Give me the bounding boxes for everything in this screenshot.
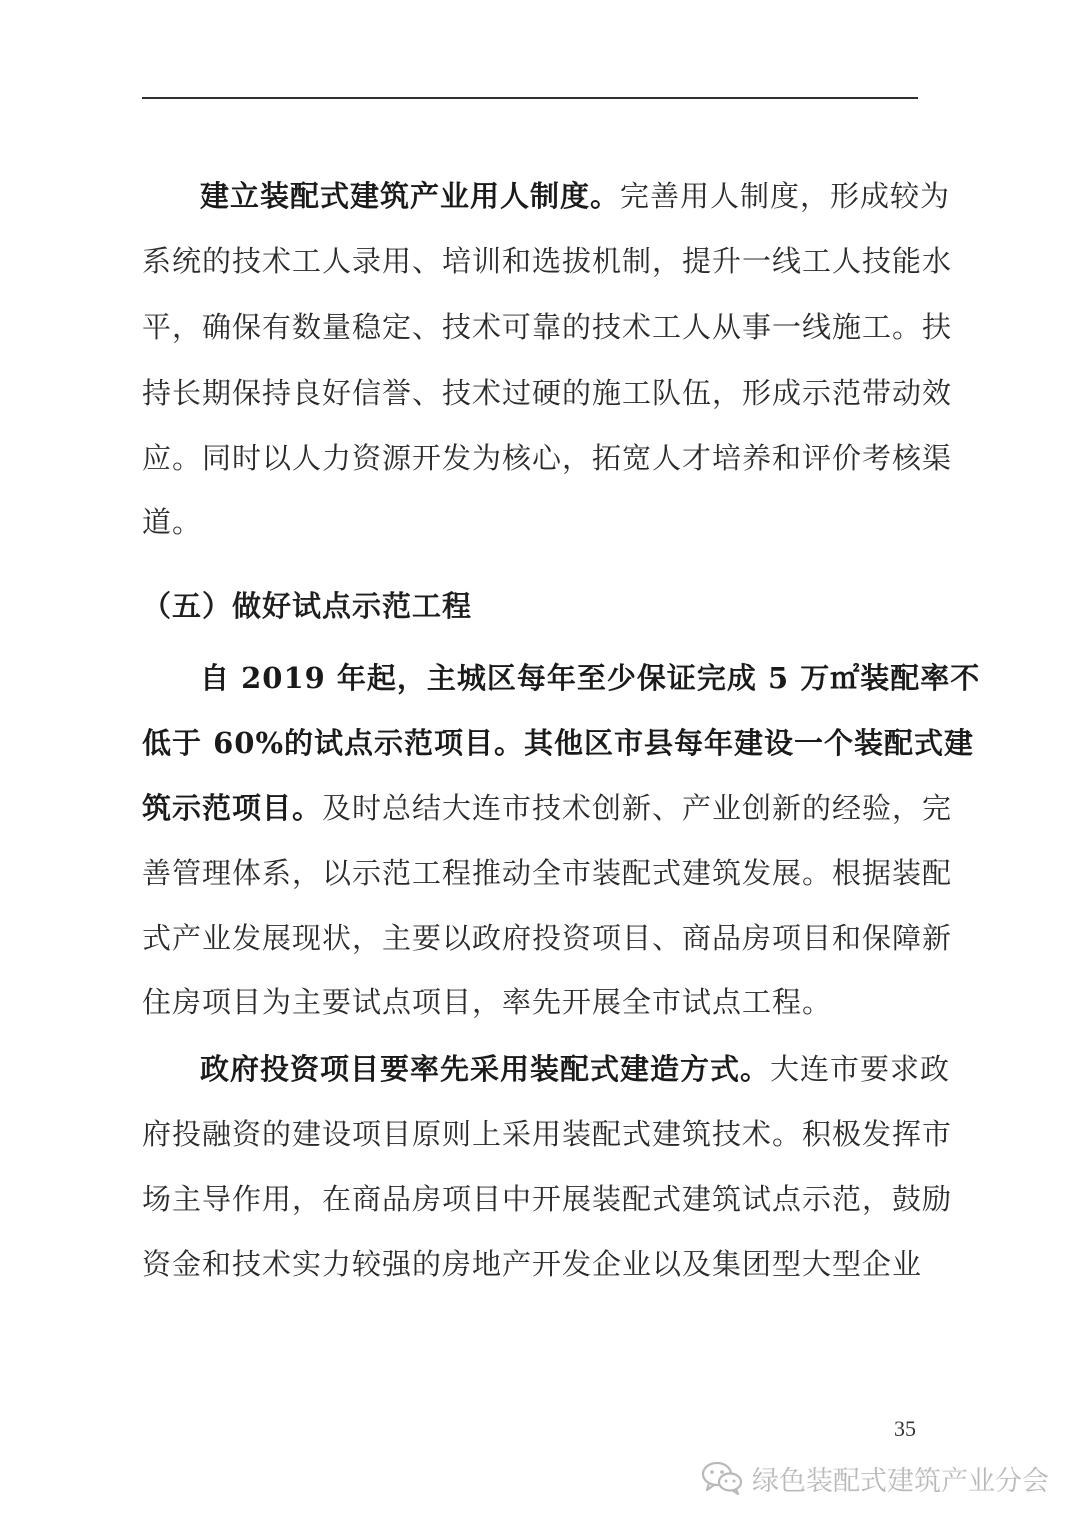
paragraph-2-line-5: 式产业发展现状，主要以政府投资项目、商品房项目和保障新 (142, 921, 953, 955)
paragraph-2-line-3-bold: 筑示范项目。 (142, 791, 323, 825)
paragraph-2-line-3-rest: 及时总结大连市技术创新、产业创新的经验，完 (322, 791, 953, 825)
paragraph-2-line-2: 低于 60%的试点示范项目。其他区市县每年建设一个装配式建 (142, 726, 975, 760)
section-heading: （五）做好试点示范工程 (142, 589, 473, 623)
paragraph-3-line-3: 场主导作用，在商品房项目中开展装配式建筑试点示范，鼓励 (142, 1182, 953, 1216)
paragraph-3-line-1 (200, 1051, 951, 1087)
paragraph-1-line-1-rest: 完善用人制度，形成较为 (620, 179, 951, 213)
header-rule (142, 97, 918, 99)
paragraph-2-line-6: 住房项目为主要试点项目，率先开展全市试点工程。 (142, 985, 833, 1019)
paragraph-1-line-4: 持长期保持良好信誉、技术过硬的施工队伍，形成示范带动效 (142, 376, 953, 410)
wechat-icon (700, 1460, 744, 1496)
paragraph-1-lead: 建立装配式建筑产业用人制度。 (200, 179, 621, 213)
paragraph-3-line-2: 府投融资的建设项目原则上采用装配式建筑技术。积极发挥市 (142, 1117, 953, 1151)
paragraph-2-line-1: 自 2019 年起，主城区每年至少保证完成 5 万㎡装配率不 (200, 661, 981, 695)
paragraph-1-line-2: 系统的技术工人录用、培训和选拔机制，提升一线工人技能水 (142, 244, 953, 278)
paragraph-1-line-5: 应。同时以人力资源开发为核心，拓宽人才培养和评价考核渠 (142, 441, 953, 475)
watermark-text: 绿色装配式建筑产业分会 (752, 1465, 1049, 1497)
page-number: 35 (894, 1416, 916, 1441)
paragraph-3-line-4: 资金和技术实力较强的房地产开发企业以及集团型大型企业 (142, 1247, 923, 1281)
paragraph-2-line-3 (142, 790, 953, 826)
paragraph-1-line-3: 平，确保有数量稳定、技术可靠的技术工人从事一线施工。扶 (142, 310, 953, 344)
paragraph-1-line-6: 道。 (142, 505, 203, 539)
paragraph-3-lead: 政府投资项目要率先采用装配式建造方式。 (200, 1052, 771, 1086)
paragraph-3-line-1-rest: 大连市要求政 (770, 1052, 951, 1086)
paragraph-2-line-4: 善管理体系，以示范工程推动全市装配式建筑发展。根据装配 (142, 856, 953, 890)
paragraph-1-line-1 (200, 178, 951, 214)
watermark (700, 1458, 1049, 1498)
